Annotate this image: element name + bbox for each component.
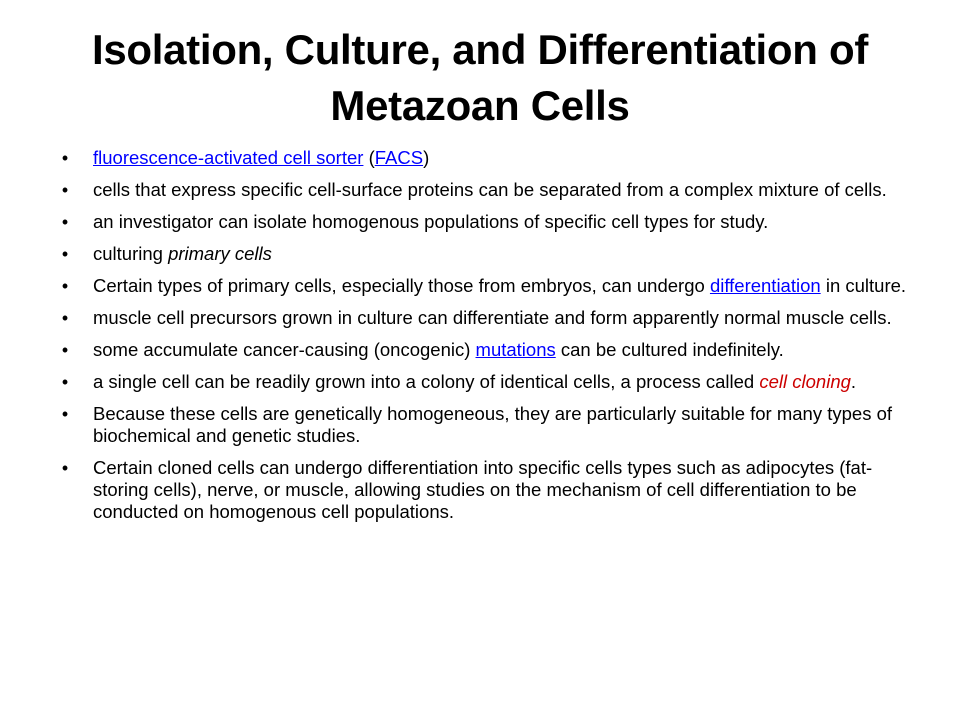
bullet-item	[58, 179, 920, 201]
facs-link[interactable]: FACS	[374, 147, 424, 168]
cell-cloning-term: cell cloning	[759, 371, 851, 392]
bullet-icon: •	[61, 404, 69, 424]
slide-title: Isolation, Culture, and Differentiation of Metazoan Cells	[91, 26, 869, 129]
bullet-item	[58, 457, 920, 523]
bullet-text: muscle cell precursors grown in culture can differentiate and form apparently normal muscle cells.	[93, 307, 892, 328]
bullet-icon: •	[61, 308, 69, 328]
bullet-icon: •	[61, 212, 69, 232]
bullet-icon: •	[61, 148, 69, 168]
bullet-icon: •	[61, 276, 69, 296]
bullet-item	[58, 275, 920, 297]
bullet-item	[58, 339, 920, 361]
bullet-item	[58, 147, 920, 169]
bullet-text: (	[363, 147, 375, 168]
facs-full-link[interactable]: fluorescence-activated cell sorter	[93, 147, 364, 168]
bullet-item	[58, 211, 920, 233]
bullet-text: )	[423, 147, 430, 168]
bullet-text: .	[850, 371, 857, 392]
bullet-text: culturing	[93, 243, 169, 264]
bullet-text: in culture.	[820, 275, 907, 296]
bullet-list	[58, 147, 920, 533]
bullet-icon: •	[61, 244, 69, 264]
bullet-text: an investigator can isolate homogenous populations of specific cell types for study.	[93, 211, 769, 232]
differentiation-link[interactable]: differentiation	[709, 275, 821, 296]
bullet-item	[58, 371, 920, 393]
bullet-text: Certain types of primary cells, especially those from embryos, can undergo	[93, 275, 710, 296]
bullet-text: cells that express specific cell-surface proteins can be separated from a complex mixture of cells.	[93, 179, 887, 200]
bullet-text: some accumulate cancer-causing (oncogenic)	[93, 339, 476, 360]
bullet-icon: •	[61, 372, 69, 392]
bullet-icon: •	[61, 180, 69, 200]
bullet-icon: •	[61, 340, 69, 360]
bullet-italic-text: primary cells	[168, 243, 272, 264]
bullet-item	[58, 307, 920, 329]
bullet-text: Certain cloned cells can undergo differentiation into specific cells types such as adipocytes (fat-storing cells), nerve, or muscle, allowing studies on the mechanism of cell differentiation to be conducted on homogenous cell populations.	[93, 457, 873, 522]
mutations-link[interactable]: mutations	[475, 339, 556, 360]
bullet-text: Because these cells are genetically homogeneous, they are particularly suitable for many types of biochemical and genetic studies.	[93, 403, 893, 446]
bullet-text: can be cultured indefinitely.	[555, 339, 784, 360]
bullet-item	[58, 243, 920, 265]
bullet-icon: •	[61, 458, 69, 478]
bullet-text: a single cell can be readily grown into a colony of identical cells, a process called	[93, 371, 760, 392]
bullet-item	[58, 403, 920, 447]
